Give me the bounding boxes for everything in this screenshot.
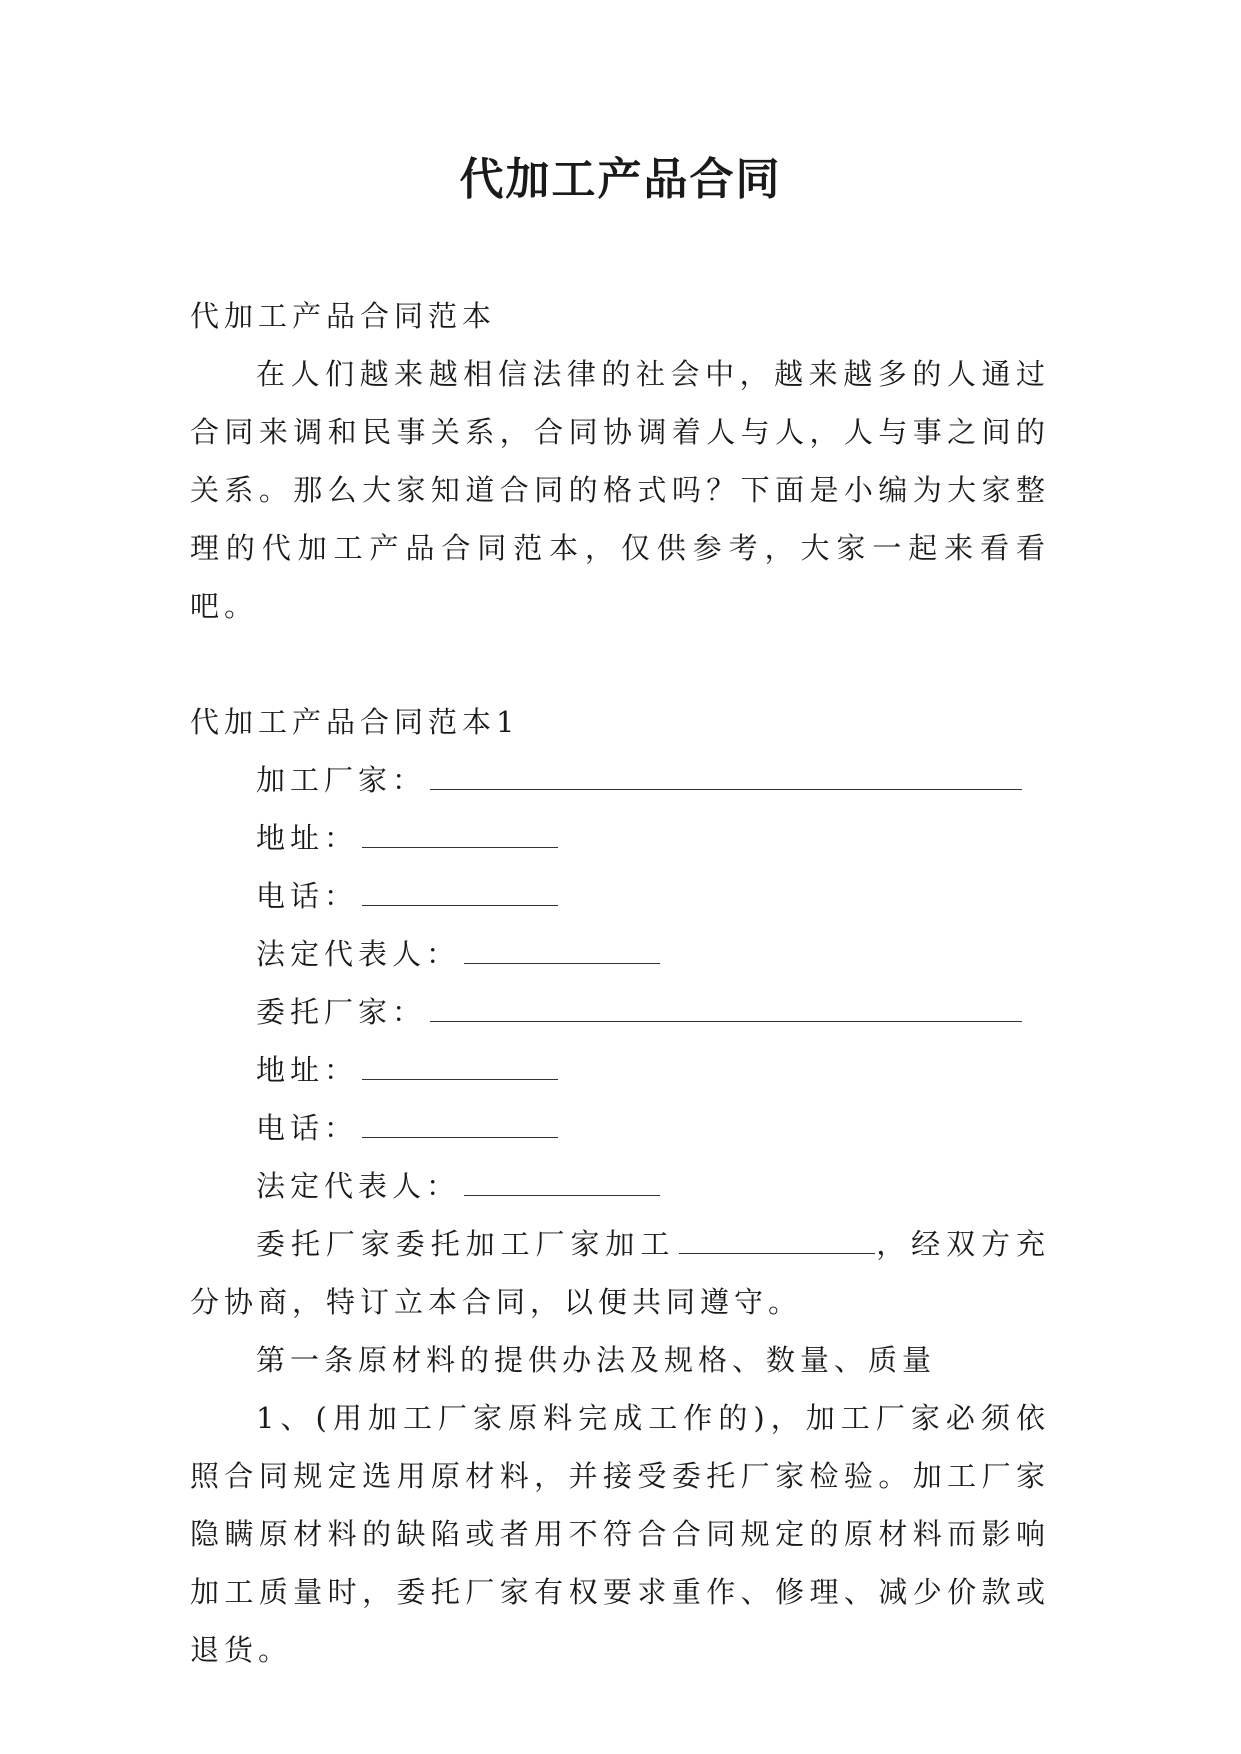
field-client-phone — [190, 1099, 1050, 1157]
field-label: 地址： — [256, 821, 359, 855]
fill-blank[interactable] — [362, 825, 558, 848]
fill-blank[interactable] — [362, 883, 558, 906]
field-label: 法定代表人： — [256, 937, 461, 971]
article-heading: 第一条原材料的提供办法及规格、数量、质量 — [256, 1343, 937, 1377]
entrust-paragraph — [190, 1215, 1050, 1331]
field-client-address — [190, 1041, 1050, 1099]
field-label: 地址： — [256, 1053, 359, 1087]
document-title: 代加工产品合同 — [459, 154, 782, 205]
section-heading: 代加工产品合同范本1 — [190, 705, 520, 739]
field-label: 电话： — [256, 879, 359, 913]
fill-blank[interactable] — [464, 941, 660, 964]
field-label: 加工厂家： — [256, 763, 427, 797]
intro-paragraph: 在人们越来越相信法律的社会中，越来越多的人通过合同来调和民事关系，合同协调着人与人，人与事之间的关系。那么大家知道合同的格式吗？下面是小编为大家整理的代加工产品合同范本，仅供参考，大家一起来看看吧。 — [190, 357, 1050, 623]
field-processor — [190, 751, 1050, 809]
fill-blank[interactable] — [362, 1057, 558, 1080]
field-client-representative — [190, 1157, 1050, 1215]
field-processor-phone — [190, 867, 1050, 925]
fill-blank[interactable] — [362, 1115, 558, 1138]
document-body — [190, 287, 1050, 1679]
field-processor-representative — [190, 925, 1050, 983]
field-client — [190, 983, 1050, 1041]
article-paragraph: 1、(用加工厂家原料完成工作的)，加工厂家必须依照合同规定选用原材料，并接受委托厂家检验。加工厂家隐瞒原材料的缺陷或者用不符合合同规定的原材料而影响加工质量时，委托厂家有权要求重作、修理、减少价款或退货。 — [190, 1401, 1050, 1667]
field-label: 电话： — [256, 1111, 359, 1145]
entrust-prefix: 委托厂家委托加工厂家加工 — [256, 1227, 676, 1261]
fill-blank[interactable] — [430, 999, 1022, 1022]
fill-blank[interactable] — [464, 1173, 660, 1196]
field-label: 法定代表人： — [256, 1169, 461, 1203]
field-processor-address — [190, 809, 1050, 867]
entrust-suffix: ，经双方充分协商，特订立本合同，以便共同遵守。 — [190, 1227, 1050, 1319]
intro-heading: 代加工产品合同范本 — [190, 299, 497, 333]
field-label: 委托厂家： — [256, 995, 427, 1029]
fill-blank[interactable] — [679, 1231, 875, 1254]
fill-blank[interactable] — [430, 767, 1022, 790]
paragraph-gap — [190, 635, 1050, 693]
